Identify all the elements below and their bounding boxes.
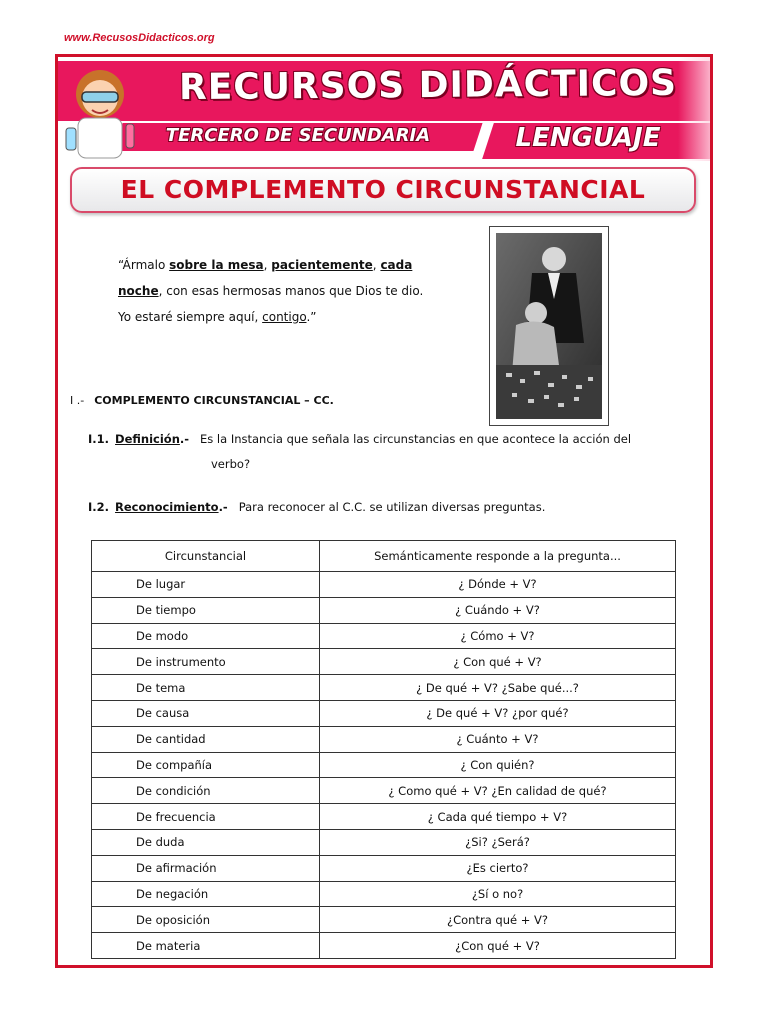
table-row: [92, 933, 676, 959]
vintage-photo: [489, 226, 609, 426]
table-row: [92, 752, 676, 778]
table-row: [92, 907, 676, 933]
question-cell: ¿ Cuándo + V?: [320, 597, 676, 623]
question-cell: ¿ Con quién?: [320, 752, 676, 778]
table-row: [92, 700, 676, 726]
circumstance-type-cell: De cantidad: [92, 726, 320, 752]
site-url-link[interactable]: www.RecusosDidacticos.org: [64, 32, 215, 44]
circumstance-type-cell: De modo: [92, 623, 320, 649]
table-row: [92, 855, 676, 881]
question-cell: ¿Con qué + V?: [320, 933, 676, 959]
recognition-paragraph: I.2. Reconocimiento.- Para reconocer al C.C. se utilizan diversas preguntas.: [88, 500, 546, 514]
table-row: [92, 572, 676, 598]
table-row: [92, 649, 676, 675]
question-cell: ¿Si? ¿Será?: [320, 829, 676, 855]
table-header-cell: Circunstancial: [92, 541, 320, 572]
grade-label: TERCERO DE SECUNDARIA: [165, 125, 431, 146]
circumstance-type-cell: De condición: [92, 778, 320, 804]
table-row: [92, 829, 676, 855]
circumstance-type-cell: De tiempo: [92, 597, 320, 623]
circumstance-type-cell: De lugar: [92, 572, 320, 598]
quote-line-1: “Ármalo sobre la mesa, pacientemente, cada: [118, 258, 413, 272]
circumstance-type-cell: De afirmación: [92, 855, 320, 881]
circumstance-type-cell: De compañía: [92, 752, 320, 778]
question-cell: ¿ Cada qué tiempo + V?: [320, 804, 676, 830]
definition-continuation: verbo?: [211, 457, 251, 471]
table-header-row: [92, 541, 676, 572]
table-header-cell: Semánticamente responde a la pregunta...: [320, 541, 676, 572]
circumstance-type-cell: De materia: [92, 933, 320, 959]
question-cell: ¿ Cómo + V?: [320, 623, 676, 649]
scientist-mascot-icon: [62, 58, 142, 162]
question-cell: ¿ Dónde + V?: [320, 572, 676, 598]
section-heading: I .- COMPLEMENTO CIRCUNSTANCIAL – CC.: [70, 394, 334, 407]
table-row: [92, 804, 676, 830]
quote-line-2: noche, con esas hermosas manos que Dios te dio.: [118, 284, 424, 298]
topic-title: EL COMPLEMENTO CIRCUNSTANCIAL: [120, 175, 646, 204]
table-row: [92, 623, 676, 649]
circumstance-type-cell: De duda: [92, 829, 320, 855]
subject-label: LENGUAJE: [515, 123, 661, 153]
table-row: [92, 881, 676, 907]
table-row: [92, 597, 676, 623]
question-cell: ¿Sí o no?: [320, 881, 676, 907]
question-cell: ¿ De qué + V? ¿Sabe qué...?: [320, 675, 676, 701]
topic-title-box: [70, 167, 696, 213]
circumstance-type-cell: De tema: [92, 675, 320, 701]
circumstance-type-cell: De negación: [92, 881, 320, 907]
header-banner: [58, 57, 710, 161]
circumstance-type-cell: De causa: [92, 700, 320, 726]
question-cell: ¿Contra qué + V?: [320, 907, 676, 933]
question-cell: ¿ Con qué + V?: [320, 649, 676, 675]
table-row: [92, 726, 676, 752]
circumstance-type-cell: De oposición: [92, 907, 320, 933]
quote-line-3: Yo estaré siempre aquí, contigo.”: [118, 310, 317, 324]
epigraph-quote: [118, 252, 424, 330]
brand-title: RECURSOS DIDÁCTICOS: [178, 62, 678, 109]
definition-paragraph: I.1. Definición.- Es la Instancia que señala las circunstancias en que acontece la acción del: [88, 432, 632, 446]
circumstantial-table: [91, 540, 676, 959]
question-cell: ¿ Cuánto + V?: [320, 726, 676, 752]
circumstance-type-cell: De instrumento: [92, 649, 320, 675]
question-cell: ¿ De qué + V? ¿por qué?: [320, 700, 676, 726]
circumstance-type-cell: De frecuencia: [92, 804, 320, 830]
question-cell: ¿ Como qué + V? ¿En calidad de qué?: [320, 778, 676, 804]
question-cell: ¿Es cierto?: [320, 855, 676, 881]
vintage-photo-image: [496, 233, 602, 419]
table-row: [92, 675, 676, 701]
table-row: [92, 778, 676, 804]
